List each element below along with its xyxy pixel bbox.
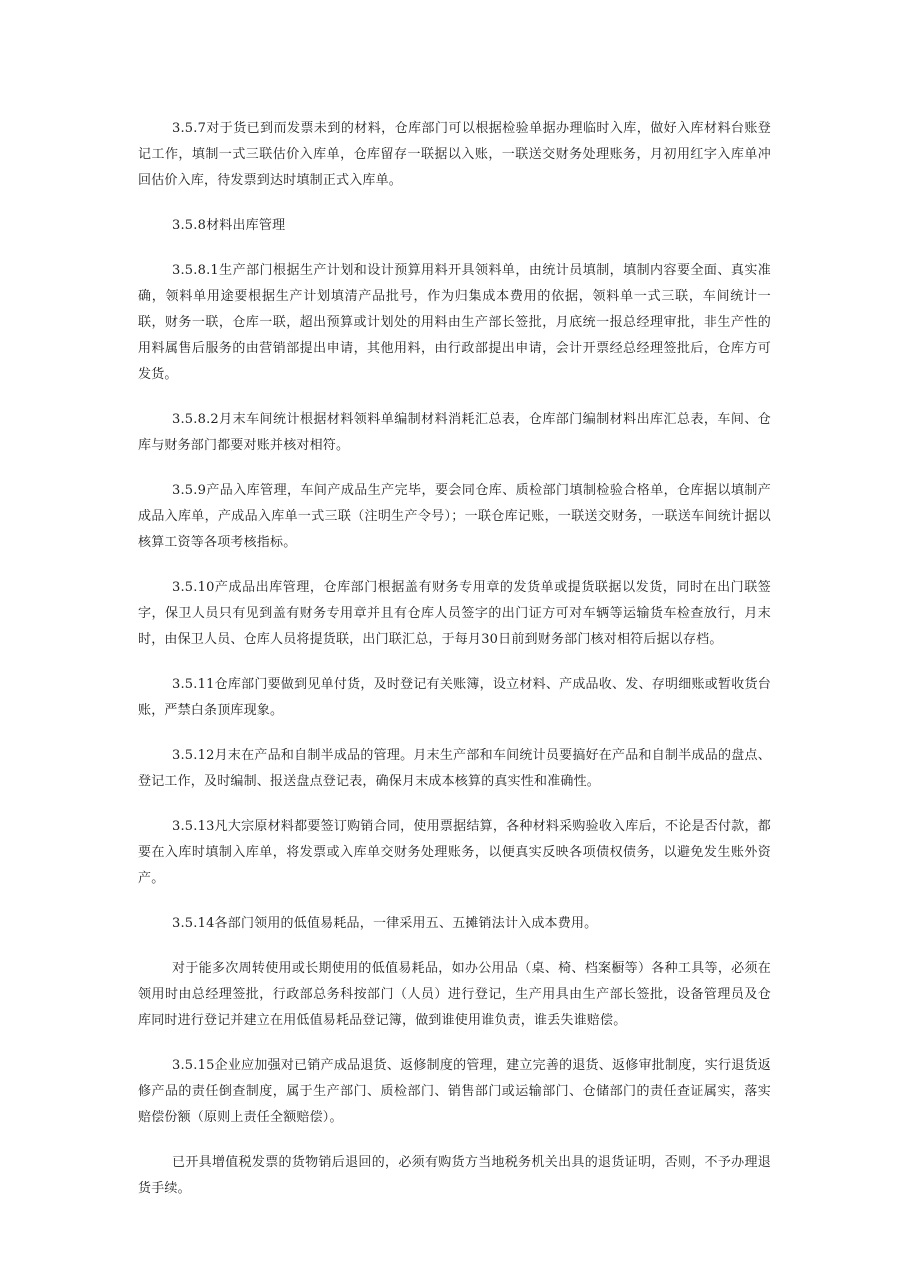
- paragraph-3-5-8-1: 3.5.8.1生产部门根据生产计划和设计预算用料开具领料单，由统计员填制，填制内容要全面、真实准确，领料单用途要根据生产计划填清产品批号，作为归集成本费用的依据，领料单一式三联，车间统计一联，财务一联，仓库一联，超出预算或计划处的用料由生产部长签批，月底统一报总经理审批，非生产性的用料属售后服务的由营销部提出申请，其他用料，由行政部提出申请，会计开票经总经理签批后，仓库方可发货。: [138, 263, 771, 382]
- paragraph-3-5-15: 3.5.15企业应加强对已销产成品退货、返修制度的管理，建立完善的退货、返修审批制度，实行退货返修产品的责任倒查制度，属于生产部门、质检部门、销售部门或运输部门、仓储部门的责任查证属实，落实赔偿份额（原则上责任全额赔偿）。: [138, 1058, 771, 1125]
- paragraph-3-5-8-2: 3.5.8.2月末车间统计根据材料领料单编制材料消耗汇总表，仓库部门编制材料出库汇总表，车间、仓库与财务部门都要对账并核对相符。: [138, 412, 771, 453]
- document-body: [138, 116, 771, 1221]
- paragraph-3-5-13: 3.5.13凡大宗原材料都要签订购销合同，使用票据结算，各种材料采购验收入库后，不论是否付款，都要在入库时填制入库单，将发票或入库单交财务处理账务，以便真实反映各项债权债务，以避免发生账外资产。: [138, 819, 771, 886]
- paragraph-3-5-11: 3.5.11仓库部门要做到见单付货，及时登记有关账簿，设立材料、产成品收、发、存明细账或暂收货台账，严禁白条顶库现象。: [138, 677, 771, 718]
- paragraph-3-5-10: 3.5.10产成品出库管理，仓库部门根据盖有财务专用章的发货单或提货联据以发货，同时在出门联签字，保卫人员只有见到盖有财务专用章并且有仓库人员签字的出门证方可对车辆等运输货车检查放行，月末时，由保卫人员、仓库人员将提货联，出门联汇总，于每月30日前到财务部门核对相符后据以存档。: [138, 580, 771, 647]
- paragraph-3-5-7: 3.5.7对于货已到而发票未到的材料，仓库部门可以根据检验单据办理临时入库，做好入库材料台账登记工作，填制一式三联估价入库单，仓库留存一联据以入账，一联送交财务处理账务，月初用红字入库单冲回估价入库，待发票到达时填制正式入库单。: [138, 121, 771, 188]
- paragraph-low-value-items: 对于能多次周转使用或长期使用的低值易耗品，如办公用品（桌、椅、档案橱等）各种工具等，必须在领用时由总经理签批，行政部总务科按部门（人员）进行登记，生产用具由生产部长签批，设备管理员及仓库同时进行登记并建立在用低值易耗品登记簿，做到谁使用谁负责，谁丢失谁赔偿。: [138, 961, 771, 1028]
- paragraph-vat-returns: 已开具增值税发票的货物销后退回的，必须有购货方当地税务机关出具的退货证明，否则，不予办理退货手续。: [138, 1155, 771, 1196]
- paragraph-3-5-9: 3.5.9产品入库管理，车间产成品生产完毕，要会同仓库、质检部门填制检验合格单，仓库据以填制产成品入库单，产成品入库单一式三联（注明生产令号）；一联仓库记账，一联送交财务，一联送车间统计据以核算工资等各项考核指标。: [138, 483, 771, 550]
- paragraph-3-5-14: 3.5.14各部门领用的低值易耗品，一律采用五、五摊销法计入成本费用。: [172, 916, 598, 931]
- paragraph-3-5-12: 3.5.12月末在产品和自制半成品的管理。月末生产部和车间统计员要搞好在产品和自制半成品的盘点、登记工作，及时编制、报送盘点登记表，确保月末成本核算的真实性和准确性。: [138, 748, 771, 789]
- section-heading-3-5-8: 3.5.8材料出库管理: [172, 218, 286, 233]
